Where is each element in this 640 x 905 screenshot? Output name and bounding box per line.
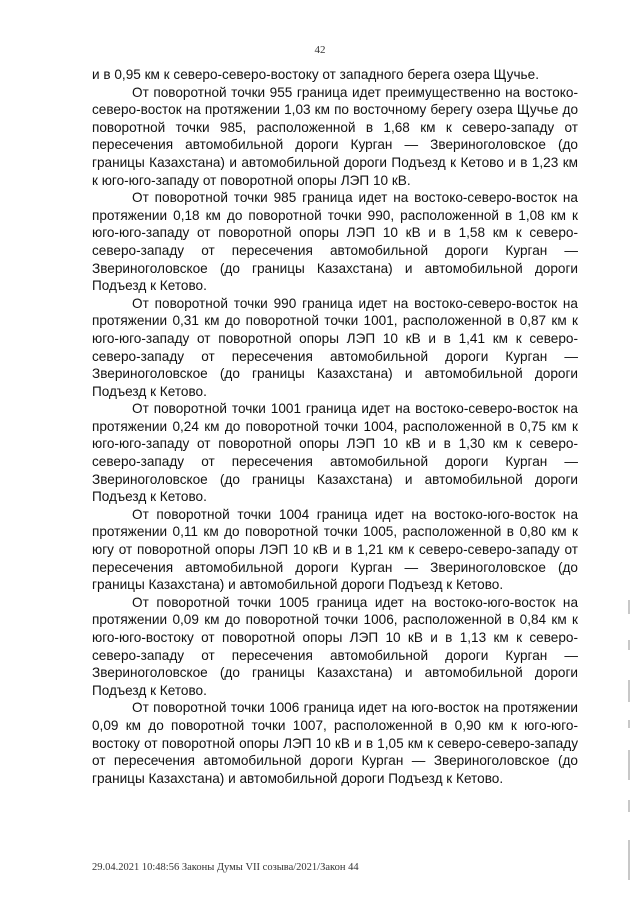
paragraph-point-1006: От поворотной точки 1006 граница идет на юго-восток на протяжении 0,09 км до поворотной точки 1007, расположенной в 0,90 км к юго-юго-востоку от поворотной опоры ЛЭП 10 кВ и в 1,05 км к северо-северо-западу от пересечения автомобильной дороги Курган — Звериноголовское (до границы Казахстана) и автомобильной дороги Подъезд к Кетово. bbox=[92, 700, 578, 786]
paragraph-point-985: От поворотной точки 985 граница идет на востоко-северо-восток на протяжении 0,18 км до поворотной точки 990, расположенной в 1,08 км к юго-юго-западу от поворотной опоры ЛЭП 10 кВ и в 1,58 км к северо-северо-западу от пересечения автомобильной дороги Курган — Звериноголовское (до границы Казахстана) и автомобильной дороги Подъезд к Кетово. bbox=[92, 190, 578, 294]
paragraph-point-990: От поворотной точки 990 граница идет на востоко-северо-восток на протяжении 0,31 км до поворотной точки 1001, расположенной в 0,87 км к юго-юго-западу от поворотной опоры ЛЭП 10 кВ и в 1,41 км к северо-северо-западу от пересечения автомобильной дороги Курган — Звериноголовское (до границы Казахстана) и автомобильной дороги Подъезд к Кетово. bbox=[92, 295, 578, 399]
document-footer: 29.04.2021 10:48:56 Законы Думы VII созыва/2021/Закон 44 bbox=[92, 862, 359, 873]
paragraph-point-1004: От поворотной точки 1004 граница идет на востоко-юго-восток на протяжении 0,11 км до поворотной точки 1005, расположенной в 0,80 км к югу от поворотной опоры ЛЭП 10 кВ и в 1,21 км к северо-северо-западу от пересечения автомобильной дороги Курган — Звериноголовское (до границы Казахстана) и автомобильной дороги Подъезд к Кетово. bbox=[92, 506, 578, 593]
document-body bbox=[92, 66, 578, 787]
scan-margin-marks bbox=[626, 600, 632, 890]
paragraph-point-1001: От поворотной точки 1001 граница идет на востоко-северо-восток на протяжении 0,24 км до поворотной точки 1004, расположенной в 0,75 км к юго-юго-западу от поворотной опоры ЛЭП 10 кВ и в 1,30 км к северо-северо-западу от пересечения автомобильной дороги Курган — Звериноголовское (до границы Казахстана) и автомобильной дороги Подъезд к Кетово. bbox=[92, 401, 578, 505]
page-number: 42 bbox=[314, 44, 326, 56]
paragraph-point-955: От поворотной точки 955 граница идет преимущественно на востоко-северо-восток на протяжении 1,03 км по восточному берегу озера Щучье до поворотной точки 985, расположенной в 1,68 км к северо-западу от пересечения автомобильной дороги Курган — Звериноголовское (до границы Казахстана) и автомобильной дороги Подъезд к Кетово и в 1,23 км к юго-юго-западу от поворотной опоры ЛЭП 10 кВ. bbox=[92, 84, 578, 188]
paragraph-point-1005: От поворотной точки 1005 граница идет на востоко-юго-восток на протяжении 0,09 км до поворотной точки 1006, расположенной в 0,84 км к юго-юго-востоку от поворотной опоры ЛЭП 10 кВ и в 1,13 км к северо-северо-западу от пересечения автомобильной дороги Курган — Звериноголовское (до границы Казахстана) и автомобильной дороги Подъезд к Кетово. bbox=[92, 594, 578, 698]
paragraph-continuation: и в 0,95 км к северо-северо-востоку от западного берега озера Щучье. bbox=[92, 67, 539, 82]
